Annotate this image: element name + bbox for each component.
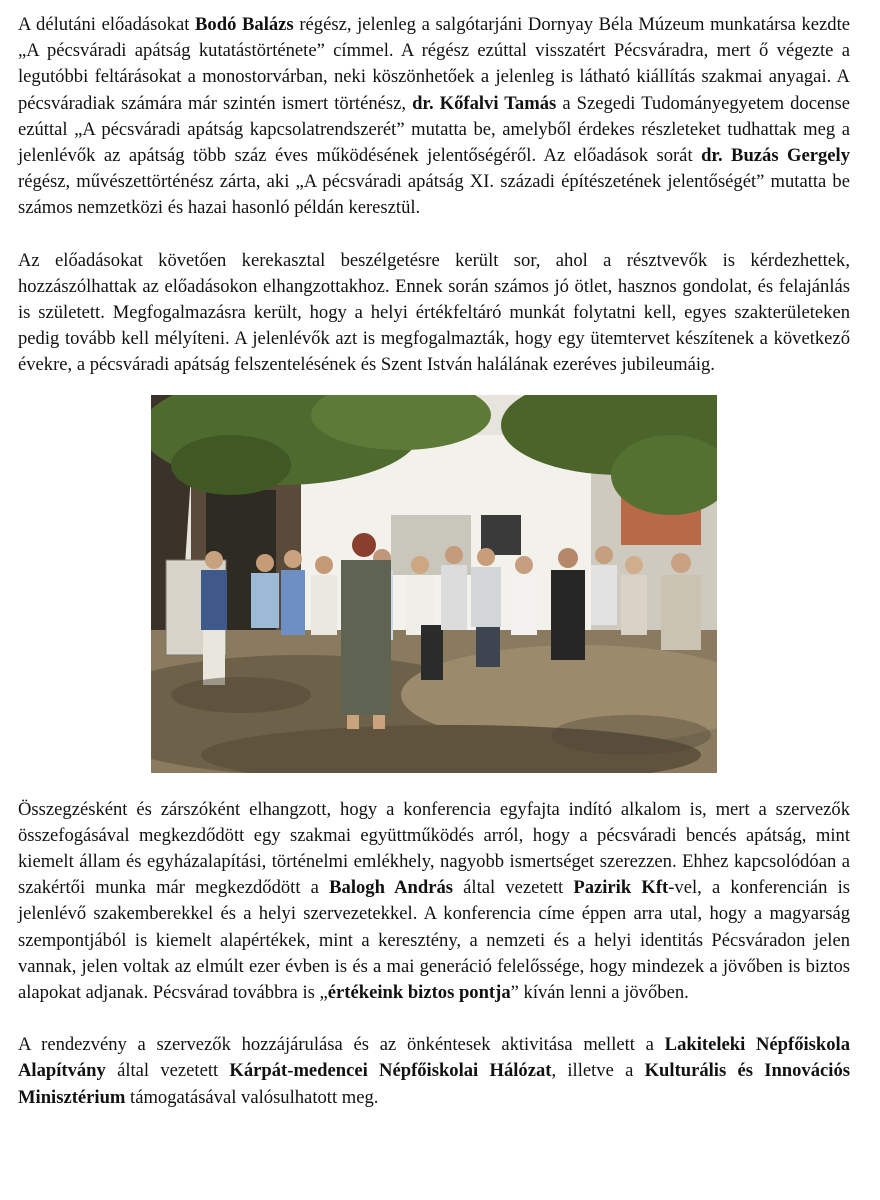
- bold-text: Kárpát-medencei Népfőiskolai Hálózat: [229, 1060, 552, 1082]
- bold-text: Balogh András: [329, 877, 453, 899]
- bold-text: Kulturális és Innovációs Minisztérium: [18, 1060, 850, 1108]
- paragraph-summary: [18, 797, 850, 1007]
- text-run: a Szegedi Tudományegyetem docense ezúttal „A pécsváradi apátság kapcsolatrendszerét” mutatta be, amelyből érdekes részleteket tudhattak meg a jelenlévők az apátság több száz éves működésének jelentőségéről. Az előadások sorát: [18, 92, 851, 167]
- paragraph-lectures: [18, 12, 850, 222]
- text-run: támogatásával valósulhatott meg.: [125, 1086, 379, 1108]
- bold-text: Lakiteleki Népfőiskola Alapítvány: [18, 1034, 850, 1082]
- text-run: A rendezvény a szervezők hozzájárulása és az önkéntesek aktivitása mellett a: [18, 1034, 665, 1056]
- text-run: Összegzésként és zárszóként elhangzott, hogy a konferencia egyfajta indító alkalom is, mert a szervezők összefogásával megkezdődött egy szakmai együttműködés arról, hogy a pécsváradi bencés apátság, mint kiemelt állam és egyházalapítási, történelmi emlékhely, nagyobb ismertséget szerezzen. Ehhez kapcsolódóan a szakértői munka már megkezdődött a: [18, 798, 850, 899]
- text-run: által vezetett: [105, 1060, 230, 1082]
- document-page: [18, 12, 850, 1111]
- paragraph-sponsors: [18, 1032, 850, 1111]
- text-run: régész, művészettörténész zárta, aki „A pécsváradi apátság XI. századi építészetének jelentőségét” mutatta be számos nemzetközi és hazai hasonló példán keresztül.: [18, 171, 850, 219]
- bold-text: Pazirik Kft: [573, 877, 669, 899]
- group-photo-illustration: [151, 395, 717, 773]
- text-run: régész, jelenleg a salgótarjáni Dornyay Béla Múzeum munkatársa kezdte „A pécsváradi apátság kutatástörténete” címmel. A régész ezúttal visszatért Pécsváradra, mert ő végezte a legutóbbi feltárásokat a monostorvárban, neki köszönhetőek a jelenleg is látható kiállítás szakmai anyagai. A pécsváradiak számára már szintén ismert történész,: [18, 14, 851, 114]
- event-photo: [151, 395, 717, 773]
- text-run: által vezetett: [452, 877, 574, 899]
- bold-text: dr. Buzás Gergely: [701, 145, 851, 167]
- bold-text: értékeink biztos pontja: [327, 982, 511, 1004]
- text-run: A délutáni előadásokat: [18, 14, 196, 35]
- text-run: , illetve a: [551, 1060, 645, 1082]
- text-run: -vel, a konferencián is jelenlévő szakemberekkel és a helyi szervezetekkel. A konferencia címe éppen arra utal, hogy a magyarság szempontjából is kiemelt alapértékek, mint a keresztény, a nemzeti és a helyi identitás Pécsváradon jelen vannak, jelen voltak az elmúlt ezer évben is és a mai generáció felelőssége, hogy mindezek a jövőben is biztos alapokat adjanak. Pécsvárad továbbra is „: [18, 877, 850, 1004]
- text-run: ” kíván lenni a jövőben.: [510, 982, 689, 1004]
- paragraph-roundtable: [18, 248, 850, 379]
- bold-text: Bodó Balázs: [195, 14, 294, 35]
- bold-text: dr. Kőfalvi Tamás: [412, 92, 557, 114]
- text-run: Az előadásokat követően kerekasztal beszélgetésre került sor, ahol a résztvevők is kérdezhettek, hozzászólhattak az előadásokon elhangzottakhoz. Ennek során számos jó ötlet, hasznos gondolat, és felajánlás is született. Megfogalmazásra került, hogy a helyi értékfeltáró munkát folytatni kell, egyes szakterületeken pedig tovább kell mélyíteni. A jelenlévők azt is megfogalmazták, hogy egy ütemtervet készítenek a következő évekre, a pécsváradi apátság felszentelésének és Szent István halálának ezeréves jubileumáig.: [18, 249, 850, 376]
